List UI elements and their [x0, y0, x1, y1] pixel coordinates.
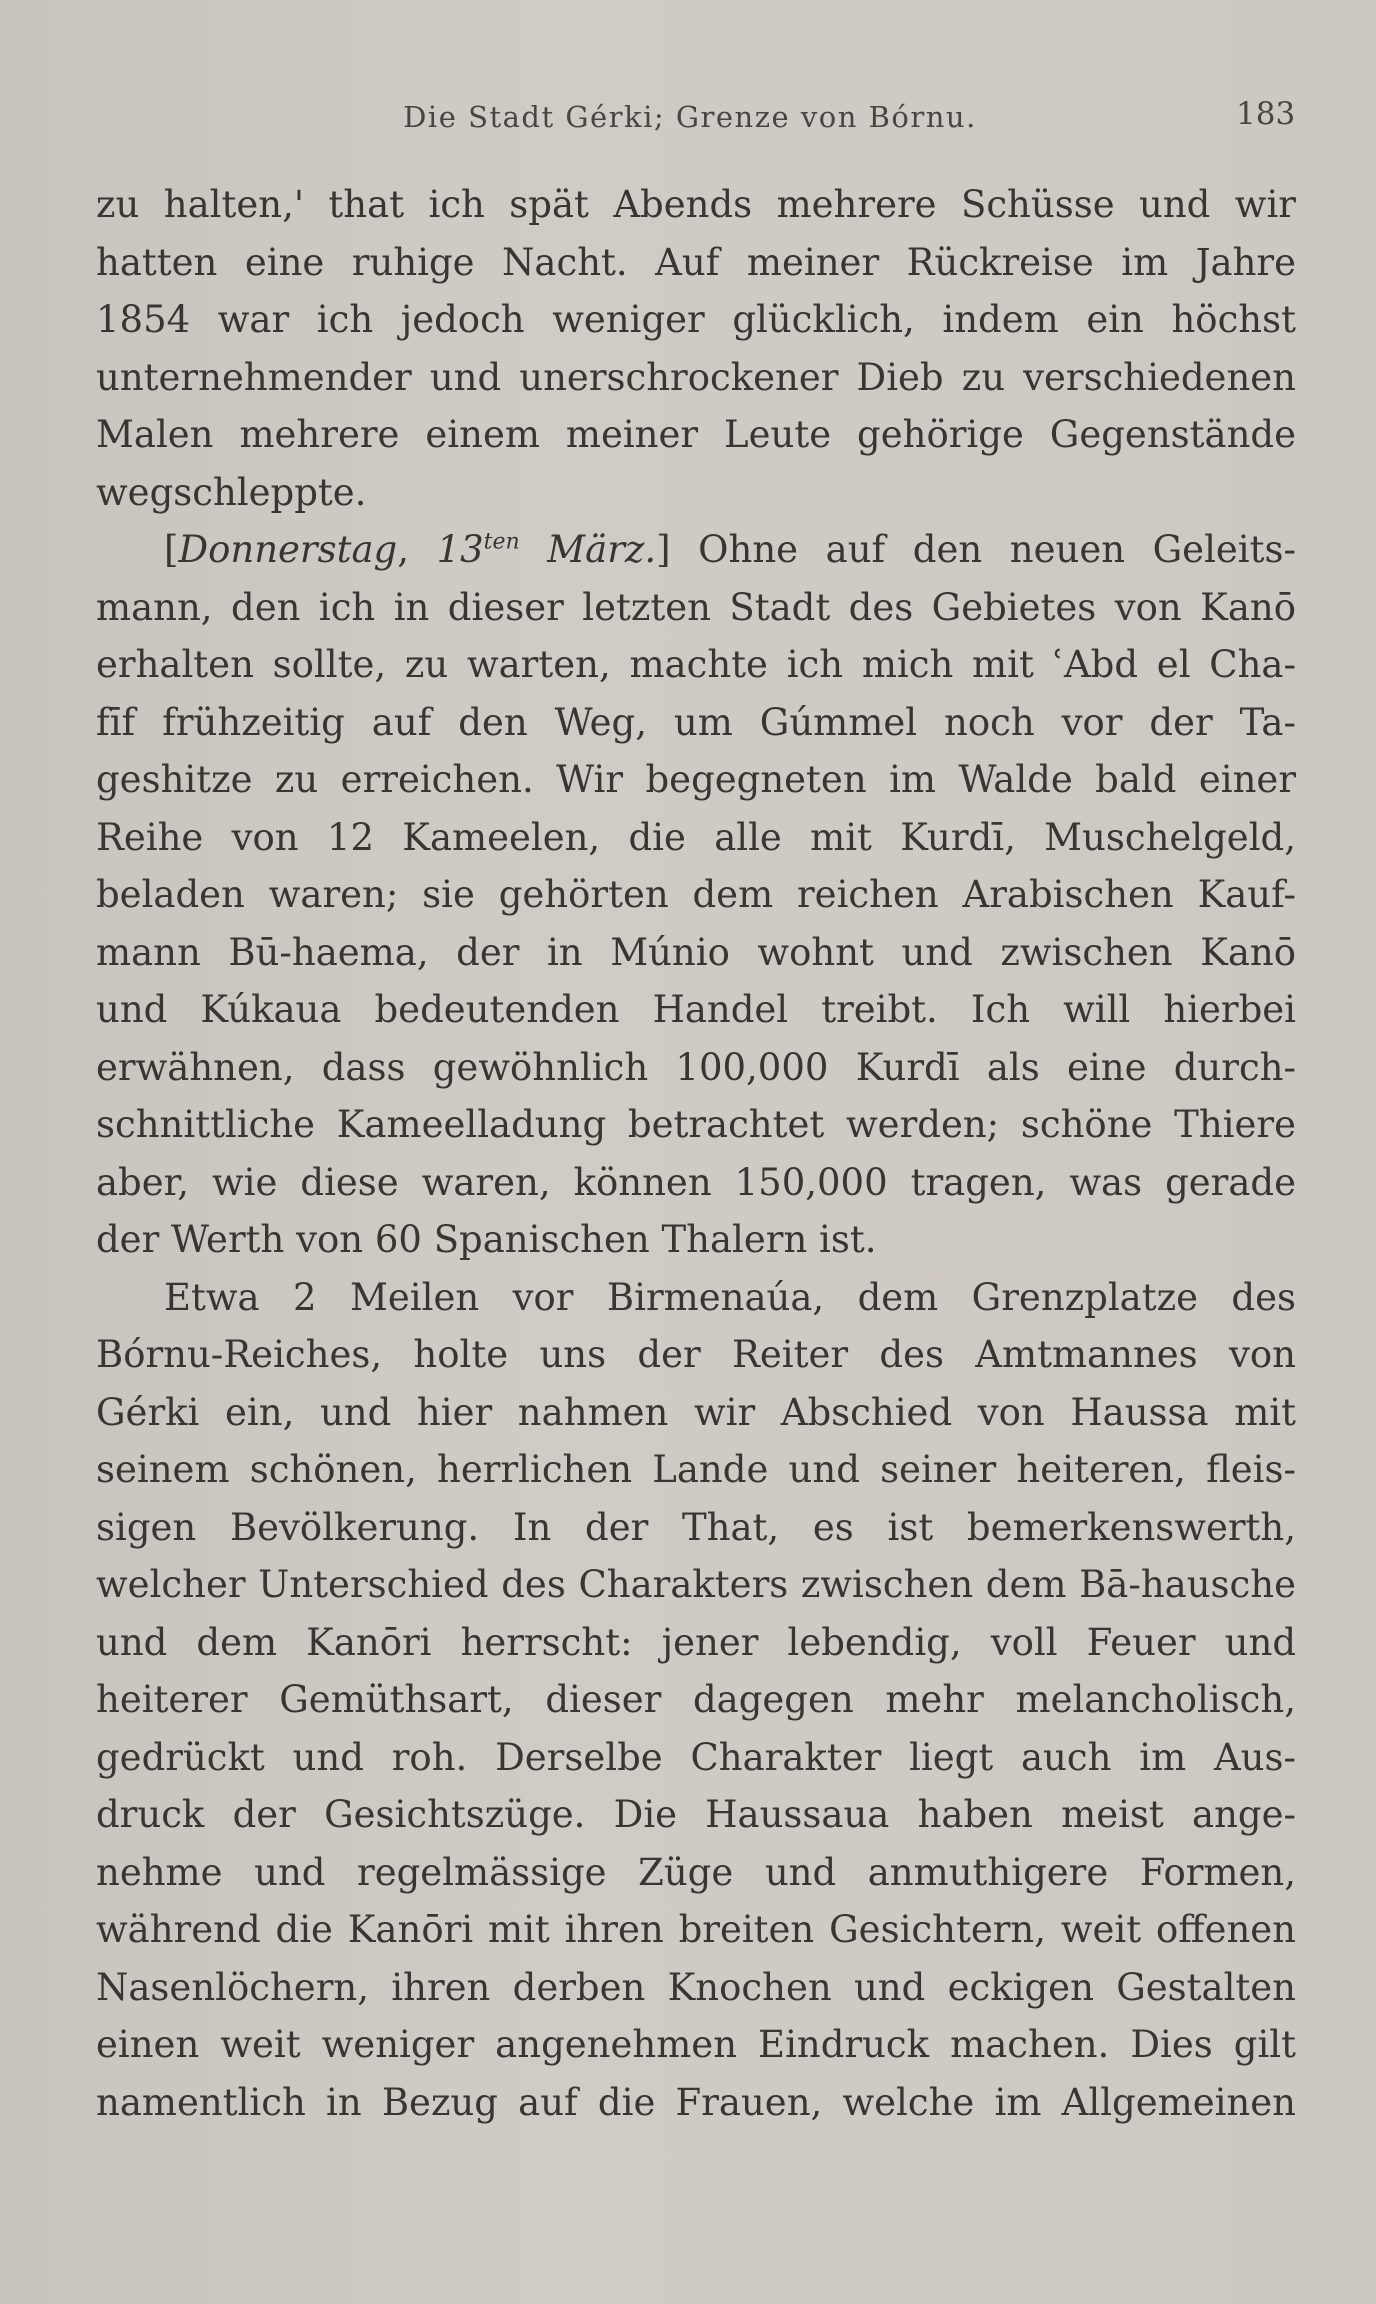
- text-line: der Werth von 60 Spanischen Thalern ist.: [96, 1218, 877, 1261]
- text-line: schnittliche Kameelladung betrachtet werden; schöne Thiere: [96, 1103, 1296, 1146]
- text-line: beladen waren; sie gehörten dem reichen Arabischen Kauf-: [96, 873, 1296, 916]
- date-comma: ,: [397, 528, 437, 571]
- text-line: hatten eine ruhige Nacht. Auf meiner Rückreise im Jahre: [96, 240, 1296, 284]
- text-line: und Kúkaua bedeutenden Handel treibt. Ich will hierbei: [96, 988, 1296, 1031]
- date-bracket-open: [: [164, 528, 179, 571]
- text-line: Etwa 2 Meilen vor Birmenaúa, dem Grenzplatze des: [164, 1275, 1296, 1319]
- text-line: gedrückt und roh. Derselbe Charakter liegt auch im Aus-: [96, 1735, 1296, 1779]
- text-line: wegschleppte.: [96, 470, 367, 514]
- text-line: einen weit weniger angenehmen Eindruck machen. Dies gilt: [96, 2023, 1296, 2066]
- date-number: 13: [436, 528, 484, 571]
- text-line-rest: Ohne auf den neuen Geleits-: [670, 528, 1296, 571]
- text-line: Bórnu-Reiches, holte uns der Reiter des Amtmannes von: [96, 1333, 1296, 1376]
- text-line: Gérki ein, und hier nahmen wir Abschied von Haussa mit: [96, 1390, 1296, 1434]
- text-line: seinem schönen, herrlichen Lande und seiner heiteren, fleis-: [96, 1448, 1296, 1491]
- text-line: und dem Kanōri herrscht: jener lebendig, voll Feuer und: [96, 1620, 1296, 1664]
- date-superscript: ten: [483, 529, 520, 555]
- text-line: 1854 war ich jedoch weniger glücklich, indem ein höchst: [96, 298, 1296, 341]
- text-line: unternehmender und unerschrockener Dieb zu verschiedenen: [96, 355, 1296, 399]
- text-line: namentlich in Bezug auf die Frauen, welche im Allgemeinen: [96, 2080, 1296, 2124]
- text-line: mann, den ich in dieser letzten Stadt des Gebietes von Kanō: [96, 585, 1296, 629]
- text-line: Reihe von 12 Kameelen, die alle mit Kurdī, Muschelgeld,: [96, 815, 1296, 859]
- date-month: März.: [519, 528, 657, 571]
- page-number: 183: [1236, 96, 1296, 132]
- text-line: heiterer Gemüthsart, dieser dagegen mehr melancholisch,: [96, 1678, 1296, 1721]
- text-line: zu halten,' that ich spät Abends mehrere Schüsse und wir: [96, 183, 1296, 226]
- date-bracket-close: ]: [656, 528, 671, 571]
- text-line: geshitze zu erreichen. Wir begegneten im Walde bald einer: [96, 758, 1296, 801]
- text-line: Malen mehrere einem meiner Leute gehörige Gegenstände: [96, 413, 1296, 456]
- text-line: erwähnen, dass gewöhnlich 100,000 Kurdī als eine durch-: [96, 1045, 1296, 1089]
- text-line: mann Bū-haema, der in Múnio wohnt und zwischen Kanō: [96, 930, 1296, 974]
- text-line-dated: [96, 521, 1296, 579]
- running-head: Die Stadt Gérki; Grenze von Bórnu.: [403, 100, 977, 134]
- text-line: erhalten sollte, zu warten, machte ich mich mit ʿAbd el Cha-: [96, 643, 1296, 686]
- text-line: welcher Unterschied des Charakters zwischen dem Bā-hausche: [96, 1563, 1296, 1606]
- text-line: aber, wie diese waren, können 150,000 tragen, was gerade: [96, 1160, 1296, 1204]
- text-line: nehme und regelmässige Züge und anmuthigere Formen,: [96, 1850, 1296, 1894]
- date-day: Donnerstag: [178, 528, 398, 571]
- text-line: sigen Bevölkerung. In der That, es ist bemerkenswerth,: [96, 1505, 1296, 1549]
- text-line: druck der Gesichtszüge. Die Haussaua haben meist ange-: [96, 1793, 1296, 1836]
- text-line: Nasenlöchern, ihren derben Knochen und eckigen Gestalten: [96, 1965, 1296, 2009]
- body-text: [96, 176, 1296, 2131]
- text-line: während die Kanōri mit ihren breiten Gesichtern, weit offenen: [96, 1908, 1296, 1951]
- text-line: fīf frühzeitig auf den Weg, um Gúmmel noch vor der Ta-: [96, 700, 1296, 744]
